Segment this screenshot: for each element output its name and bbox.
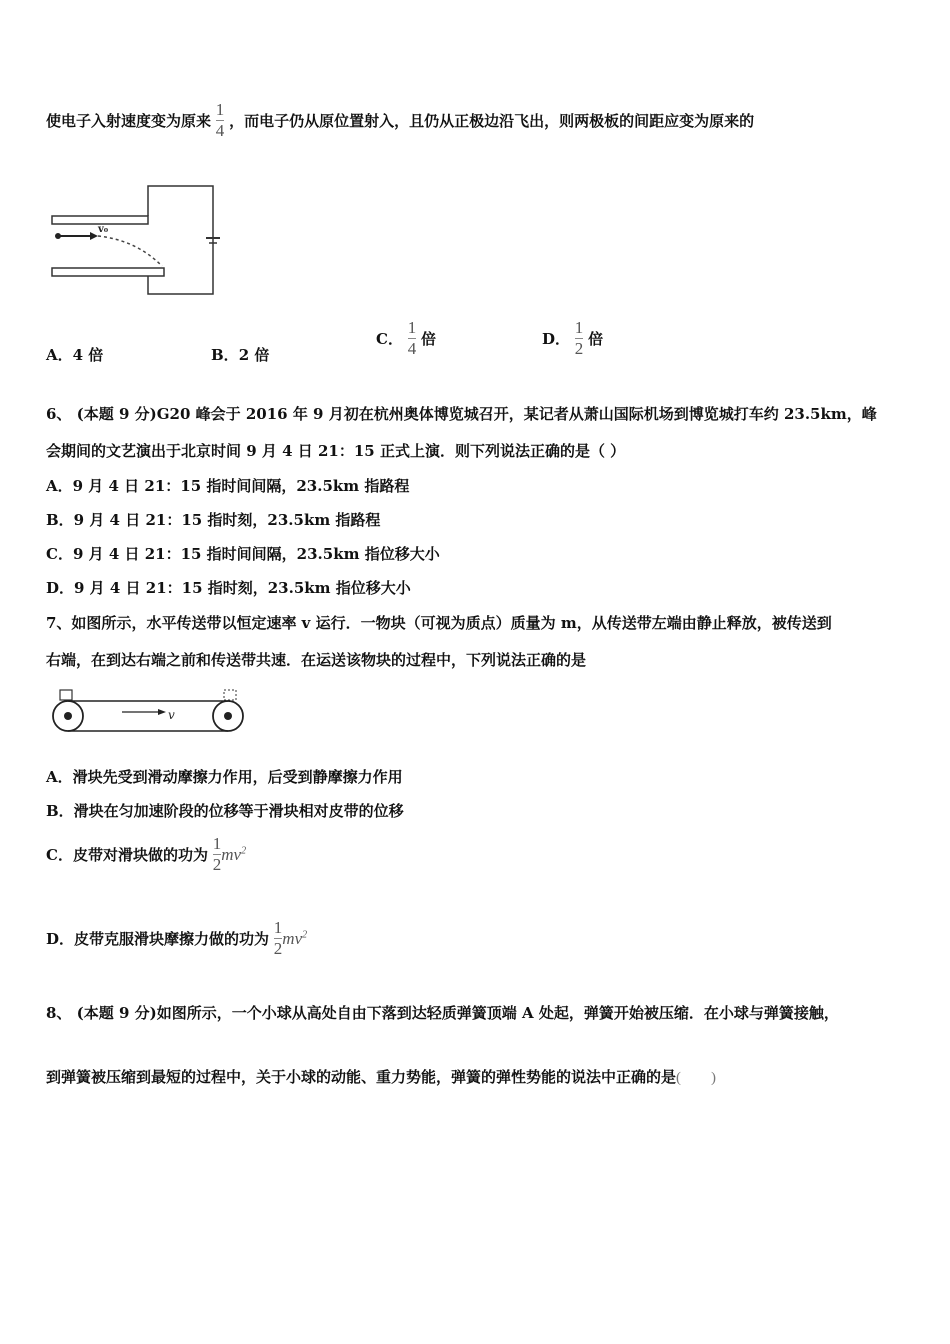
q5-stem-after: ，而电子仍从原位置射入，且仍从正极边沿飞出，则两极板的间距应变为原来的 — [229, 112, 755, 130]
q5-frac-num: 1 — [215, 100, 225, 119]
q7-line1: 7、如图所示，水平传送带以恒定速率 v 运行．一物块（可视为质点）质量为 m，从传送带左端由静止释放，被传送到 — [46, 614, 832, 632]
q5-option-b-key: B． — [211, 346, 239, 364]
q5-stem-before: 使电子入射速度变为原来 — [46, 112, 212, 130]
q5-frac-den: 4 — [215, 121, 225, 140]
q6-option-c: C．9 月 4 日 21：15 指时间间隔，23.5km 指位移大小 — [46, 545, 440, 563]
q5-option-d-frac — [575, 318, 584, 359]
q8-answer-bracket — [676, 1070, 716, 1086]
q5-option-a-text: 4 倍 — [72, 346, 104, 364]
q8-paren-right: ) — [711, 1070, 717, 1086]
q7-option-d-mv — [282, 929, 307, 948]
q6-line2: 会期间的文艺演出于北京时间 9 月 4 日 21：15 正式上演．则下列说法正确的是（ ） — [46, 442, 626, 460]
q7-option-d-mv-base: mv — [282, 928, 303, 948]
q5-option-c-num: 1 — [407, 318, 417, 337]
q7-line2: 右端，在到达右端之前和传送带共速．在运送该物块的过程中，下列说法正确的是 — [46, 651, 587, 669]
q5-option-c-key: C． — [376, 330, 403, 348]
q7-option-c-text: C．皮带对滑块做的功为 — [46, 846, 208, 864]
q7-fig-label: v — [168, 708, 175, 722]
q7-option-c-exp: 2 — [241, 844, 247, 856]
q5-option-d-key: D． — [542, 330, 571, 348]
q7-option-c-frac — [213, 834, 222, 875]
q6-option-b: B．9 月 4 日 21：15 指时刻，23.5km 指路程 — [46, 511, 381, 529]
q5-capacitor-figure — [46, 180, 226, 300]
q7-option-d — [46, 918, 307, 959]
q8-line2 — [46, 1066, 716, 1087]
q7-option-a: A．滑块先受到滑动摩擦力作用，后受到静摩擦力作用 — [46, 768, 403, 786]
q8-paren-left: ( — [676, 1070, 682, 1086]
q8-line1: 8、 (本题 9 分)如图所示，一个小球从高处自由下落到达轻质弹簧顶端 A 处起，弹簧开始被压缩．在小球与弹簧接触， — [46, 1004, 839, 1022]
q5-option-d-num: 1 — [574, 318, 584, 337]
q6-option-d: D．9 月 4 日 21：15 指时刻，23.5km 指位移大小 — [46, 579, 411, 597]
q7-option-d-den: 2 — [273, 939, 283, 958]
q5-option-c — [376, 318, 436, 359]
q5-fig-label: v₀ — [98, 224, 109, 235]
q7-option-c-mv — [221, 845, 246, 864]
q6-option-a: A．9 月 4 日 21：15 指时间间隔，23.5km 指路程 — [46, 477, 410, 495]
q7-option-c-mv-base: mv — [221, 844, 242, 864]
q7-option-c-num: 1 — [212, 834, 222, 853]
q7-option-d-text: D．皮带克服滑块摩擦力做的功为 — [46, 930, 270, 948]
q5-option-a — [46, 344, 103, 365]
q7-option-c — [46, 834, 246, 875]
q7-conveyor-figure — [46, 686, 252, 738]
q7-option-d-exp: 2 — [302, 928, 308, 940]
q5-option-b-text: 2 倍 — [238, 346, 270, 364]
q7-option-d-num: 1 — [273, 918, 283, 937]
q7-option-c-den: 2 — [212, 855, 222, 874]
q6-line1: 6、 (本题 9 分)G20 峰会于 2016 年 9 月初在杭州奥体博览城召开，某记者从萧山国际机场到博览城打车约 23.5km，峰 — [46, 405, 877, 423]
q5-option-d-text: 倍 — [588, 330, 604, 348]
q5-option-c-den: 4 — [407, 339, 417, 358]
q7-option-b: B．滑块在匀加速阶段的位移等于滑块相对皮带的位移 — [46, 802, 404, 820]
q5-option-c-text: 倍 — [421, 330, 437, 348]
q8-line2-text: 到弹簧被压缩到最短的过程中，关于小球的动能、重力势能，弹簧的弹性势能的说法中正确的是 — [46, 1068, 677, 1086]
q5-option-d-den: 2 — [574, 339, 584, 358]
q5-stem — [46, 100, 754, 160]
q5-option-d — [542, 318, 603, 359]
q5-option-c-frac — [408, 318, 417, 359]
q5-option-b — [211, 344, 269, 365]
q5-option-a-key: A． — [46, 346, 73, 364]
q5-fraction — [216, 100, 225, 141]
